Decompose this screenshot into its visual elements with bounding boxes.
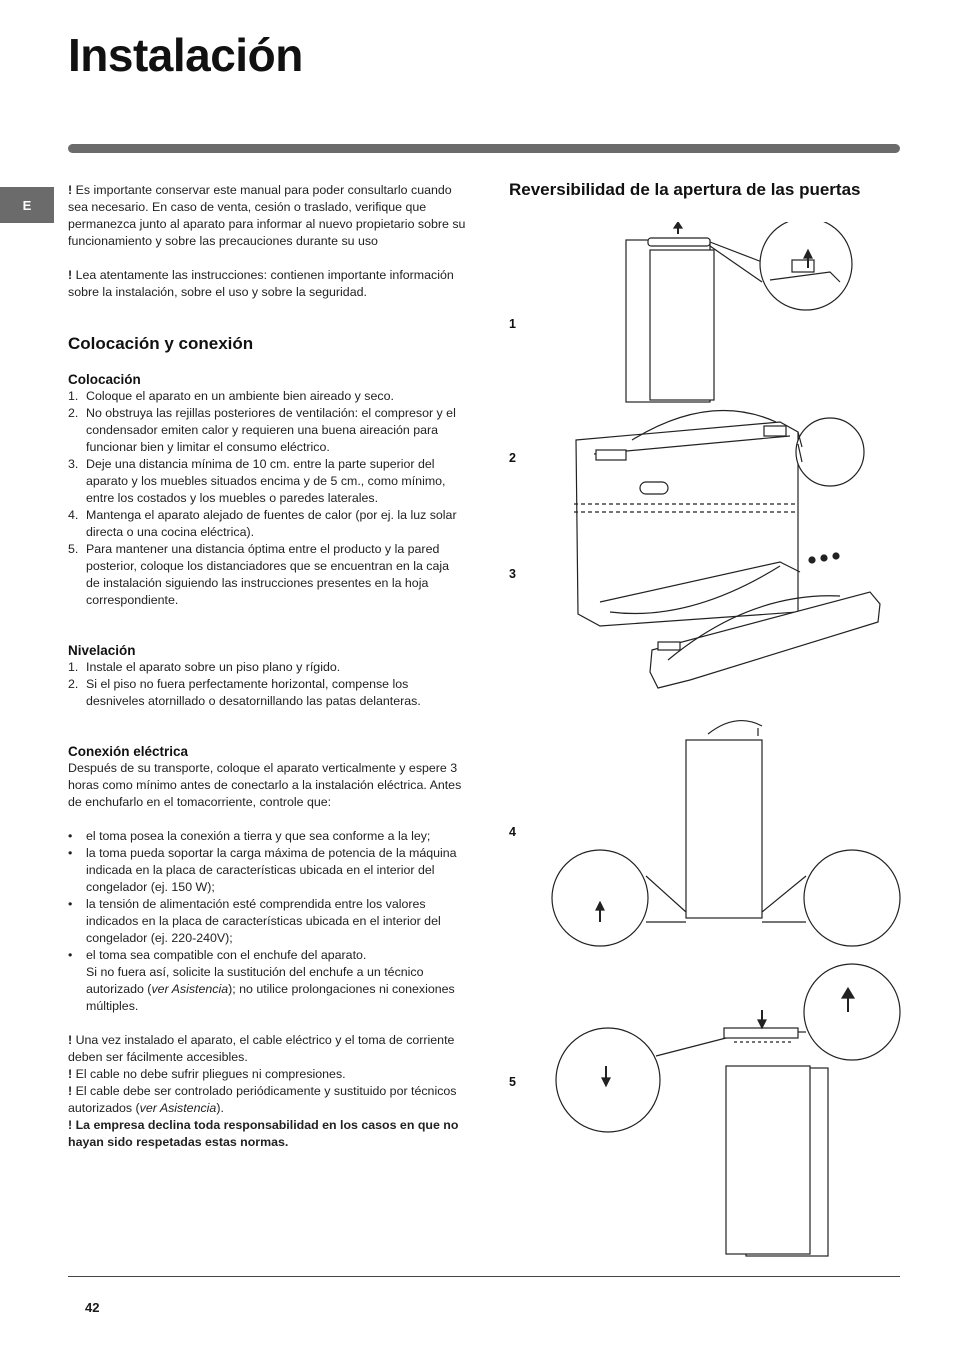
conexion-followup: Si no fuera así, solicite la sustitución del enchufe a un técnico autorizado (ver Asistencia); no utilice prolongaciones ni conexiones múltiples. (86, 965, 455, 1013)
step-number: 5 (509, 1075, 516, 1089)
list-item: 2. No obstruya las rejillas posteriores de ventilación: el compresor y el condensador emiten calor y requieren una buena aireación para funcionar bien y limitar el consumo eléctrico. (68, 406, 456, 454)
colocacion-list (68, 388, 466, 609)
step-number: 4 (509, 825, 516, 839)
warning-control: ! El cable debe ser controlado periódicamente y sustituido por técnicos autorizados (ver Asistencia). (68, 1084, 457, 1115)
language-tab: E (0, 187, 54, 223)
page-title: Instalación (68, 29, 303, 81)
intro-note-2: ! Lea atentamente las instrucciones: contienen importante información sobre la instalación, sobre el uso y sobre la seguridad. (68, 268, 454, 299)
section-heading-colocacion: Colocación y conexión (68, 334, 254, 353)
subheading-conexion: Conexión eléctrica (68, 744, 189, 759)
list-item: 1. Instale el aparato sobre un piso plano y rígido. (68, 660, 341, 674)
list-item: • la tensión de alimentación esté comprendida entre los valores indicados en la placa de características ubicada en el interior del congelador (ej. 220-240V); (68, 897, 441, 945)
conexion-intro: Después de su transporte, coloque el aparato verticalmente y espere 3 horas como mínimo antes de conectarlo a la instalación eléctrica. Antes de enchufarlo en el tomacorriente, controle que: (68, 761, 462, 809)
page-number: 42 (85, 1300, 100, 1315)
warning-disclaimer: ! La empresa declina toda responsabilidad en los casos en que no hayan sido respetadas estas normas. (68, 1118, 459, 1149)
section-heading-reversibilidad: Reversibilidad de la apertura de las puertas (509, 180, 861, 199)
intro-note-1: ! Es importante conservar este manual para poder consultarlo cuando sea necesario. En caso de venta, cesión o traslado, verifique que permanezca junto al aparato para informar al nuevo propietario sobre su funcionamiento y sobre las precauciones durante su uso (68, 183, 466, 248)
step-number: 3 (509, 567, 516, 581)
subheading-nivelacion: Nivelación (68, 643, 136, 658)
subheading-colocacion: Colocación (68, 372, 141, 387)
list-item: 4. Mantenga el aparato alejado de fuentes de calor (por ej. la luz solar directa o una cocina eléctrica). (68, 508, 457, 539)
list-item: 5. Para mantener una distancia óptima entre el producto y la pared posterior, coloque los distanciadores que se encuentran en la caja de instalación siguiendo las instrucciones presentes en la hoja correspondiente. (68, 542, 450, 607)
nivelacion-list (68, 659, 466, 710)
header-rule (68, 144, 900, 153)
warning-cable: ! El cable no debe sufrir pliegues ni compresiones. (68, 1067, 346, 1081)
door-reversal-illustration (540, 222, 910, 1262)
warning-accessible: ! Una vez instalado el aparato, el cable eléctrico y el toma de corriente deben ser fácilmente accesibles. (68, 1033, 455, 1064)
step1-door-illustration (626, 222, 852, 402)
footer-rule (68, 1276, 900, 1277)
left-column (68, 182, 466, 1151)
step5-door-illustration (556, 964, 900, 1256)
list-item: • la toma pueda soportar la carga máxima de potencia de la máquina indicada en la placa de características ubicada en el interior del congelador (ej. 150 W); (68, 846, 457, 894)
step-number: 1 (509, 317, 516, 331)
list-item: 2. Si el piso no fuera perfectamente horizontal, compense los desniveles atornillado o desatornillando las patas delanteras. (68, 677, 421, 708)
list-item: • el toma posea la conexión a tierra y que sea conforme a la ley; (68, 829, 431, 843)
step-number: 2 (509, 451, 516, 465)
list-item: 1. Coloque el aparato en un ambiente bien aireado y seco. (68, 389, 394, 403)
conexion-checklist (68, 828, 466, 964)
list-item: • el toma sea compatible con el enchufe del aparato. (68, 948, 367, 962)
step4-door-illustration (552, 721, 900, 946)
step2-3-appliance-illustration (574, 410, 880, 688)
list-item: 3. Deje una distancia mínima de 10 cm. entre la parte superior del aparato y los muebles situados encima y de 5 cm., como mínimo, entre los costados y los muebles o paredes laterales. (68, 457, 446, 505)
